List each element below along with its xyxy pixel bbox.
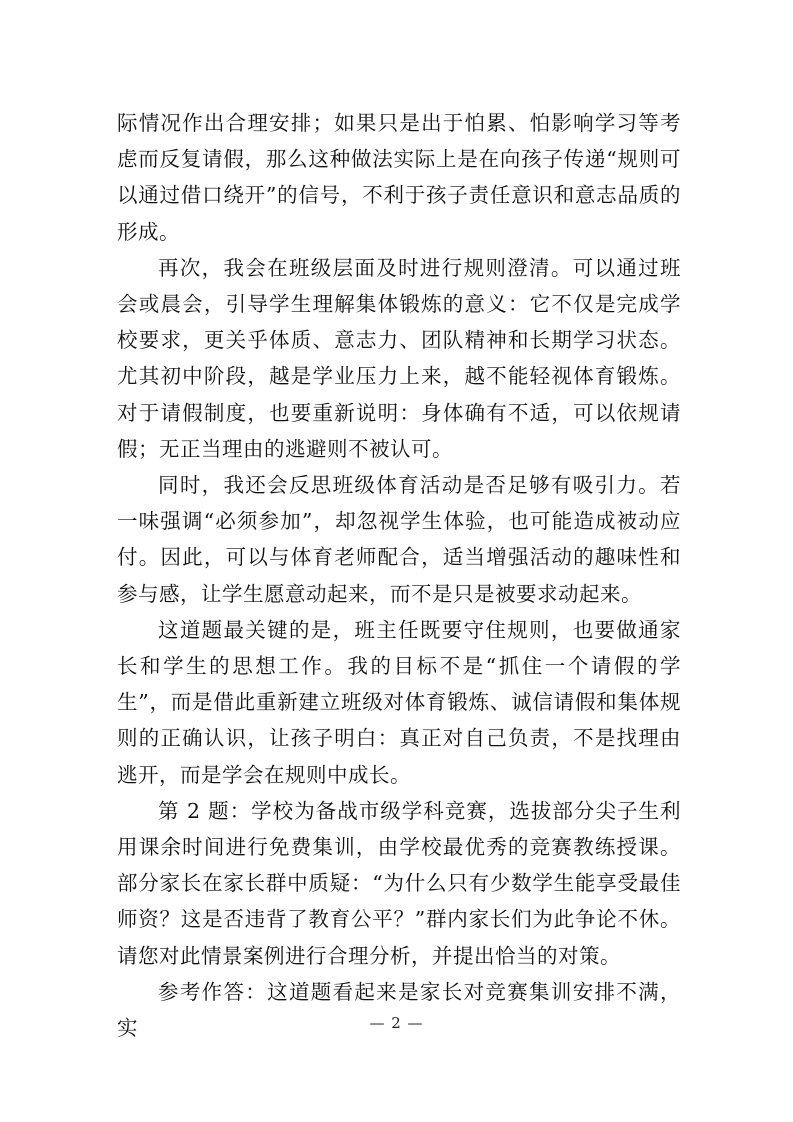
paragraph-continuation: 际情况作出合理安排；如果只是出于怕累、怕影响学习等考虑而反复请假，那么这种做法实际上是在向孩子传递“规则可以通过借口绕开”的信号，不利于孩子责任意识和意志品质的形成。 (117, 111, 681, 244)
paragraph-key-point: 这道题最关键的是，班主任既要守住规则，也要做通家长和学生的思想工作。我的目标不是“抓住一个请假的学生”，而是借此重新建立班级对体育锻炼、诚信请假和集体规则的正确认识，让孩子明白：真正对自己负责，不是找理由逃开，而是学会在规则中成长。 (117, 617, 681, 787)
paragraph-reference-answer: 参考作答：这道题看起来是家长对竞赛集训安排不满，实 (117, 979, 681, 1041)
paragraph-question-2: 第 2 题：学校为备战市级学科竞赛，选拔部分尖子生利用课余时间进行免费集训，由学校最优秀的竞赛教练授课。部分家长在家长群中质疑：“为什么只有少数学生能享受最佳师资？这是否违背了教育公平？”群内家长们为此争论不休。请您对此情景案例进行合理分析，并提出恰当的对策。 (117, 798, 681, 968)
page-number: — 2 — (369, 1014, 424, 1032)
paragraph-activity-reflection: 同时，我还会反思班级体育活动是否足够有吸引力。若一味强调“必须参加”，却忽视学生体验，也可能造成被动应付。因此，可以与体育老师配合，适当增强活动的趣味性和参与感，让学生愿意动起来，而不是只是被要求动起来。 (117, 473, 681, 606)
body-text (117, 105, 681, 1046)
paragraph-rule-clarification: 再次，我会在班级层面及时进行规则澄清。可以通过班会或晨会，引导学生理解集体锻炼的意义：它不仅是完成学校要求，更关乎体质、意志力、团队精神和长期学习状态。尤其初中阶段，越是学业压力上来，越不能轻视体育锻炼。对于请假制度，也要重新说明：身体确有不适，可以依规请假；无正当理由的逃避则不被认可。 (117, 255, 681, 461)
